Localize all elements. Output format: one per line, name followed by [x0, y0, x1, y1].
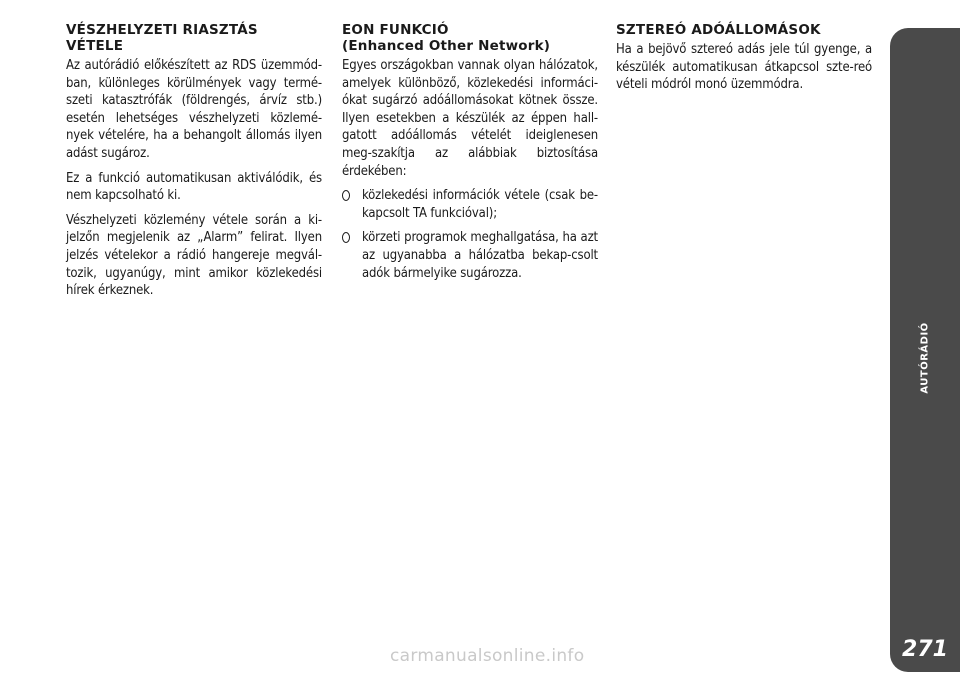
paragraph: Vészhelyzeti közlemény vétele során a ki-jelzőn megjelenik az „Alarm” felirat. Ilyen jelzés vételekor a rádió hangereje megvál-tozik, ugyanúgy, mint amikor közlekedési hírek érkeznek.	[66, 212, 322, 299]
heading-line: SZTEREÓ ADÓÁLLOMÁSOK	[616, 22, 821, 38]
column-emergency-alarm	[66, 22, 322, 307]
heading-line: EON FUNKCIÓ	[342, 22, 449, 38]
list-item	[342, 187, 598, 222]
section-heading	[616, 22, 872, 38]
section-heading	[66, 22, 322, 54]
chapter-label: AUTÓRÁDIÓ	[919, 322, 931, 394]
heading-line: (Enhanced Other Network)	[342, 38, 551, 54]
heading-line: VÉTELE	[66, 38, 124, 54]
heading-line: VÉSZHELYZETI RIASZTÁS	[66, 22, 258, 38]
paragraph: Egyes országokban vannak olyan hálózatok, amelyek különböző, közlekedési informáci-ókat sugárzó adóállomásokat kötnek össze. Ilyen esetekben a készülék az éppen hall-gatott adóállomás vételét ideiglenesen meg-szakítja az alábbiak biztosítása érdekében:	[342, 58, 598, 179]
circle-bullet-icon	[342, 232, 350, 243]
column-stereo-stations	[616, 22, 872, 101]
watermark: carmanualsonline.info	[390, 646, 585, 666]
paragraph: Az autórádió előkészített az RDS üzemmód-ban, különleges körülmények vagy termé-szeti katasztrófák (földrengés, árvíz stb.) esetén lehetséges vészhelyzeti közlemé-nyek vételére, ha a behangolt állomás ilyen adást sugároz.	[66, 58, 322, 161]
list-item-text: közlekedési információk vétele (csak be-kapcsolt TA funkcióval);	[362, 188, 598, 221]
section-heading	[342, 22, 598, 54]
list-item-text: körzeti programok meghallgatása, ha azt az ugyanabba a hálózatba bekap-csolt adók bármelyike sugározza.	[362, 230, 598, 281]
column-eon-function	[342, 22, 598, 289]
circle-bullet-icon	[342, 190, 350, 201]
paragraph: Ha a bejövő sztereó adás jele túl gyenge, a készülék automatikusan átkapcsol szte-reó vételi módról monó üzemmódra.	[616, 42, 872, 93]
bullet-list	[342, 187, 598, 282]
list-item	[342, 229, 598, 282]
chapter-side-tab	[890, 28, 960, 672]
page-number: 271	[902, 637, 948, 662]
paragraph: Ez a funkció automatikusan aktiválódik, és nem kapcsolható ki.	[66, 170, 322, 204]
